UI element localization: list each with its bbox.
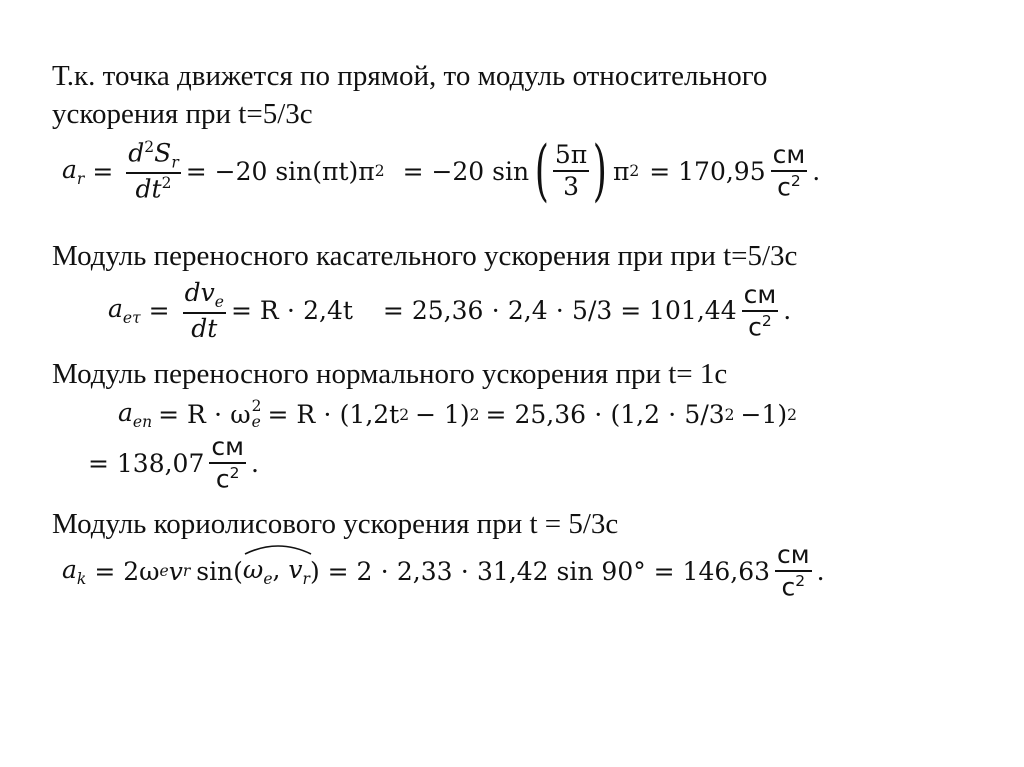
eq3-part1: = R ⋅ ω bbox=[158, 400, 251, 429]
unit-fraction-cm-s2: см $с^2$ bbox=[772, 139, 806, 202]
eq3-line2: = 138,07 bbox=[88, 448, 205, 478]
equation-normal-acceleration-result: = 138,07 см $с^2$ . bbox=[88, 432, 259, 494]
unit-fraction-cm-s2: см $с^2$ bbox=[777, 540, 810, 602]
equation-relative-acceleration: $a_r$ = $\frac{d^2S_r}{dt^2}$ = −20 sin(πt)π 2 = −20 sin ( 5π 3 ) π 2 = 170,95 см $с^2$ . bbox=[62, 132, 821, 210]
text-line-2: ускорения при t=5/3с bbox=[52, 98, 313, 130]
unit-fraction-cm-s2: см $с^2$ bbox=[211, 432, 244, 494]
eq3-part5: −1) bbox=[740, 400, 788, 429]
fraction-d2s-dt2: $\frac{d^2S_r}{dt^2}$ bbox=[128, 138, 179, 204]
equation-tangential-acceleration: $a_{e\tau}$ = $dv_e$ dt = R ⋅ 2,4t = 25,36 ⋅ 2,4 ⋅ 5/3 = 101,44 см $с^2$ . bbox=[108, 278, 792, 343]
equation-coriolis-acceleration: $a_k$ = 2ω e v r sin( $\omega_e$, $v_r$ ) = 2 ⋅ 2,33 ⋅ 31,42 sin 90° = 146,63 см $с^2$ . bbox=[62, 540, 825, 602]
text-line-3: Модуль переносного касательного ускорения при при t=5/3с bbox=[52, 240, 798, 272]
symbol-a-r: $a_r$ bbox=[62, 154, 85, 188]
eq3-part4: = 25,36 ⋅ (1,2 ⋅ 5/3 bbox=[485, 400, 725, 429]
eq2-rhs1: = R ⋅ 2,4t bbox=[230, 296, 353, 326]
eq1-mid: = −20 sin(πt)π bbox=[185, 156, 375, 186]
eq4-part1: = 2ω bbox=[94, 556, 160, 586]
symbol-a-e-tau: $a_{e\tau}$ bbox=[108, 294, 141, 328]
unit-fraction-cm-s2: см $с^2$ bbox=[743, 279, 777, 341]
text-line-1: Т.к. точка движется по прямой, то модуль относительного bbox=[52, 60, 768, 92]
eq4-part2: sin( bbox=[196, 556, 243, 586]
arc-accent-icon bbox=[243, 542, 313, 556]
eq1-mid2: = −20 sin bbox=[402, 156, 530, 186]
eq1-tail: π bbox=[612, 156, 630, 186]
equation-normal-acceleration: $a_{en}$ = R ⋅ ω 2 e = R ⋅ (1,2t 2 − 1) 2 = 25,36 ⋅ (1,2 ⋅ 5/3 2 −1) 2 bbox=[118, 397, 798, 431]
symbol-a-en: $a_{en}$ bbox=[118, 398, 153, 431]
eq4-part3: ) = 2 ⋅ 2,33 ⋅ 31,42 sin 90° = 146,63 bbox=[309, 556, 771, 586]
angle-arc-we-vr: $\omega_e$, $v_r$ bbox=[243, 555, 310, 588]
text-line-4: Модуль переносного нормального ускорения при t= 1с bbox=[52, 358, 728, 390]
eq2-rhs2: = 25,36 ⋅ 2,4 ⋅ 5/3 = 101,44 bbox=[382, 296, 737, 326]
symbol-a-k: $a_k$ bbox=[62, 554, 87, 588]
eq3-part2: = R ⋅ (1,2t bbox=[267, 400, 400, 429]
text-line-5: Модуль кориолисового ускорения при t = 5/3с bbox=[52, 508, 619, 540]
eq3-part3: − 1) bbox=[415, 400, 470, 429]
fraction-5pi-3: 5π 3 bbox=[554, 140, 588, 202]
eq1-result: = 170,95 bbox=[649, 156, 766, 186]
fraction-dve-dt: $dv_e$ dt bbox=[184, 278, 224, 343]
